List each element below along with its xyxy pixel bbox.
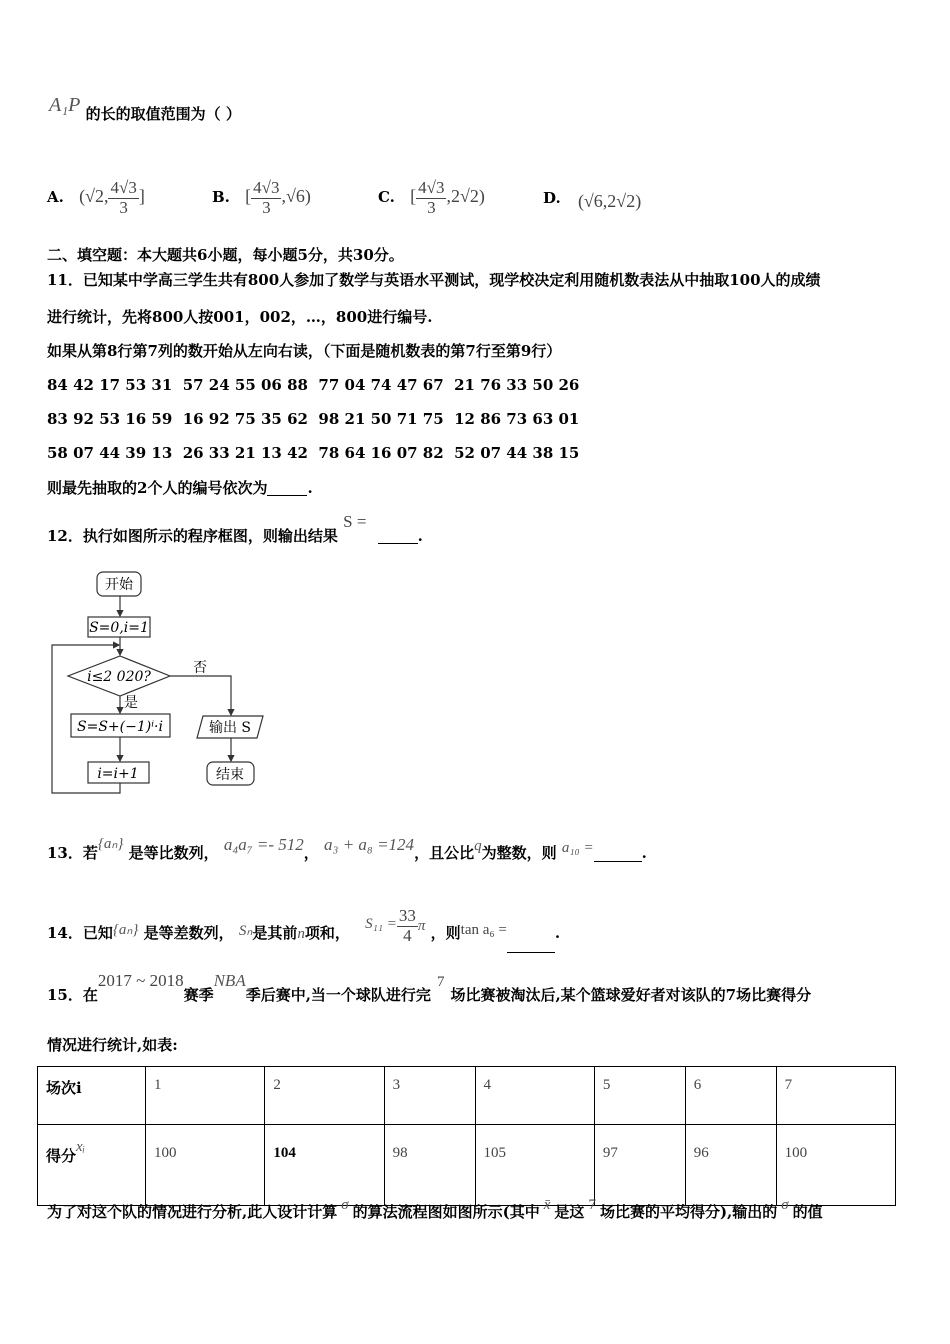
answer-blank[interactable]: [507, 938, 555, 953]
table-cell: 3: [384, 1067, 475, 1125]
q11-question-text: 则最先抽取的2个人的编号依次为: [47, 479, 268, 497]
q15-text: 场比赛的平均得分),输出的: [599, 1203, 778, 1221]
q15-followup: [47, 1197, 823, 1221]
option-math: (√6,2√2): [577, 191, 642, 211]
row-header-score: [38, 1125, 146, 1206]
q13-num: 13．若: [47, 844, 98, 862]
math-s: S =: [343, 512, 367, 531]
table-cell: 7: [776, 1067, 895, 1125]
math-sigma: σ: [341, 1197, 349, 1213]
period: .: [641, 844, 647, 862]
table-cell: 1: [146, 1067, 265, 1125]
table-cell: 97: [594, 1125, 685, 1206]
q15-line2: 情况进行统计,如表:: [47, 1036, 178, 1054]
option-math: ,√6): [281, 186, 311, 206]
flow-update-label: S=S+(−1)ⁱ·i: [77, 719, 163, 735]
q15-text: 为了对这个队的情况进行分析,此人设计计算: [47, 1203, 338, 1221]
math-seven: 7: [588, 1197, 596, 1213]
math-sn: Sₙ: [238, 923, 253, 940]
q13-text: 是等比数列，: [128, 844, 219, 862]
math-years: 2017 ~ 2018: [97, 971, 184, 990]
q11-line2: 进行统计，先将800人按001，002，…，800进行编号.: [47, 308, 433, 326]
option-math: [: [245, 186, 252, 206]
q11-line3: 如果从第8行第7列的数开始从左向右读，（下面是随机数表的第7行至第9行）: [47, 342, 562, 360]
period: .: [554, 924, 561, 943]
answer-blank[interactable]: [594, 847, 642, 862]
frac-num: 4√3: [110, 177, 137, 197]
q15-num: 15．在: [47, 986, 98, 1004]
math-s11: S₁₁ =: [365, 916, 397, 933]
score-label: 得分: [46, 1147, 77, 1165]
q14-stem: [47, 906, 561, 953]
q15-stem: [47, 971, 812, 1004]
option-label: D.: [543, 189, 561, 207]
q15-text: 场比赛被淘汰后,某个篮球爱好者对该队的7场比赛得分: [450, 986, 812, 1004]
math-nba: NBA: [213, 971, 246, 990]
q14-text: 是等差数列，: [143, 924, 234, 943]
table-cell: 100: [146, 1125, 265, 1206]
frac-den: 4: [403, 925, 412, 945]
q11-line1: 11．已知某中学高三学生共有800人参加了数学与英语水平测试，现学校决定利用随机数表法从中抽取100人的成绩: [47, 271, 821, 289]
q13-stem: [47, 835, 647, 862]
q15-text: 的算法流程图如图所示(其中: [352, 1203, 540, 1221]
math-q: q: [474, 838, 482, 854]
flow-end-label: 结束: [216, 767, 244, 783]
table-row: [38, 1067, 896, 1125]
frac-num: 4√3: [418, 177, 445, 197]
frac-num: 33: [398, 906, 416, 925]
flow-no-label: 否: [193, 660, 207, 676]
random-table-row9: 58 07 44 39 13 26 33 21 13 42 78 64 16 07 82 52 07 44 38 15: [47, 444, 580, 462]
q15-text: 赛季: [183, 986, 214, 1004]
frac-den: 3: [119, 197, 128, 217]
option-math: [: [410, 186, 417, 206]
math-a1p: A₁P: [49, 94, 81, 116]
q14-text: ，则: [430, 924, 461, 943]
table-cell: 6: [685, 1067, 776, 1125]
math-xbar: x̄: [543, 1197, 551, 1213]
flow-yes-label: 是: [124, 695, 138, 711]
flow-increment-label: i=i+1: [97, 766, 139, 782]
option-label: C.: [378, 188, 395, 206]
table-cell: 5: [594, 1067, 685, 1125]
frac-den: 3: [427, 197, 436, 217]
random-table-row8: 83 92 53 16 59 16 92 75 35 62 98 21 50 71 75 12 86 73 63 01: [47, 410, 580, 428]
q15-text: 季后赛中,当一个球队进行完: [245, 986, 431, 1004]
math-seq: {aₙ}: [97, 836, 124, 852]
math-product: a₄a₇ =- 512: [223, 835, 304, 854]
table-cell: 98: [384, 1125, 475, 1206]
math-seq: {aₙ}: [112, 922, 139, 939]
option-math: (√2,: [79, 186, 109, 206]
option-label: B.: [212, 188, 230, 206]
math-sigma: σ: [781, 1197, 789, 1213]
math-n: n: [297, 926, 305, 943]
section-heading: 二、填空题：本大题共6小题，每小题5分，共30分。: [47, 246, 404, 264]
flow-condition-label: i≤2 020?: [87, 669, 151, 685]
table-cell: 4: [475, 1067, 594, 1125]
table-cell: 96: [685, 1125, 776, 1206]
math-sum: a₃ + a₈ =124: [324, 835, 415, 854]
option-math: ,2√2): [446, 186, 485, 206]
table-cell: 2: [265, 1067, 384, 1125]
q13-text: 为整数，则: [481, 844, 557, 862]
table-row: [38, 1125, 896, 1206]
table-cell: 104: [265, 1125, 384, 1206]
q15-text: 的值: [792, 1203, 823, 1221]
flow-start-label: 开始: [105, 577, 133, 593]
q14-num: 14．已知: [47, 924, 113, 943]
row-header-game: 场次i: [38, 1067, 146, 1125]
period: .: [417, 527, 423, 545]
q15-text: 是这: [554, 1203, 585, 1221]
q13-text: ，且公比: [414, 844, 475, 862]
q12-text: 12．执行如图所示的程序框图，则输出结果: [47, 527, 338, 545]
flow-output-label: 输出 S: [208, 720, 252, 736]
frac-num: 4√3: [253, 177, 280, 197]
score-table: [37, 1066, 896, 1206]
option-math: ]: [138, 186, 145, 206]
q14-text: 项和，: [304, 924, 350, 943]
comma: ，: [303, 844, 319, 862]
q14-text: 是其前: [252, 924, 298, 943]
math-pi: π: [417, 918, 426, 935]
period: .: [307, 479, 313, 497]
math-xi: xᵢ: [76, 1139, 86, 1155]
frac-den: 3: [262, 197, 271, 217]
table-cell: 100: [776, 1125, 895, 1206]
math-seven: 7: [436, 974, 445, 990]
random-table-row7: 84 42 17 53 31 57 24 55 06 88 77 04 74 47 67 21 76 33 50 26: [47, 376, 580, 394]
math-a10: a₁₀ =: [561, 840, 594, 856]
table-cell: 105: [475, 1125, 594, 1206]
option-label: A.: [47, 188, 64, 206]
q10-stem-text: 的长的取值范围为（ ）: [85, 105, 241, 123]
math-tan: tan a₆ =: [460, 922, 507, 939]
flow-init-label: S=0,i=1: [89, 620, 149, 636]
